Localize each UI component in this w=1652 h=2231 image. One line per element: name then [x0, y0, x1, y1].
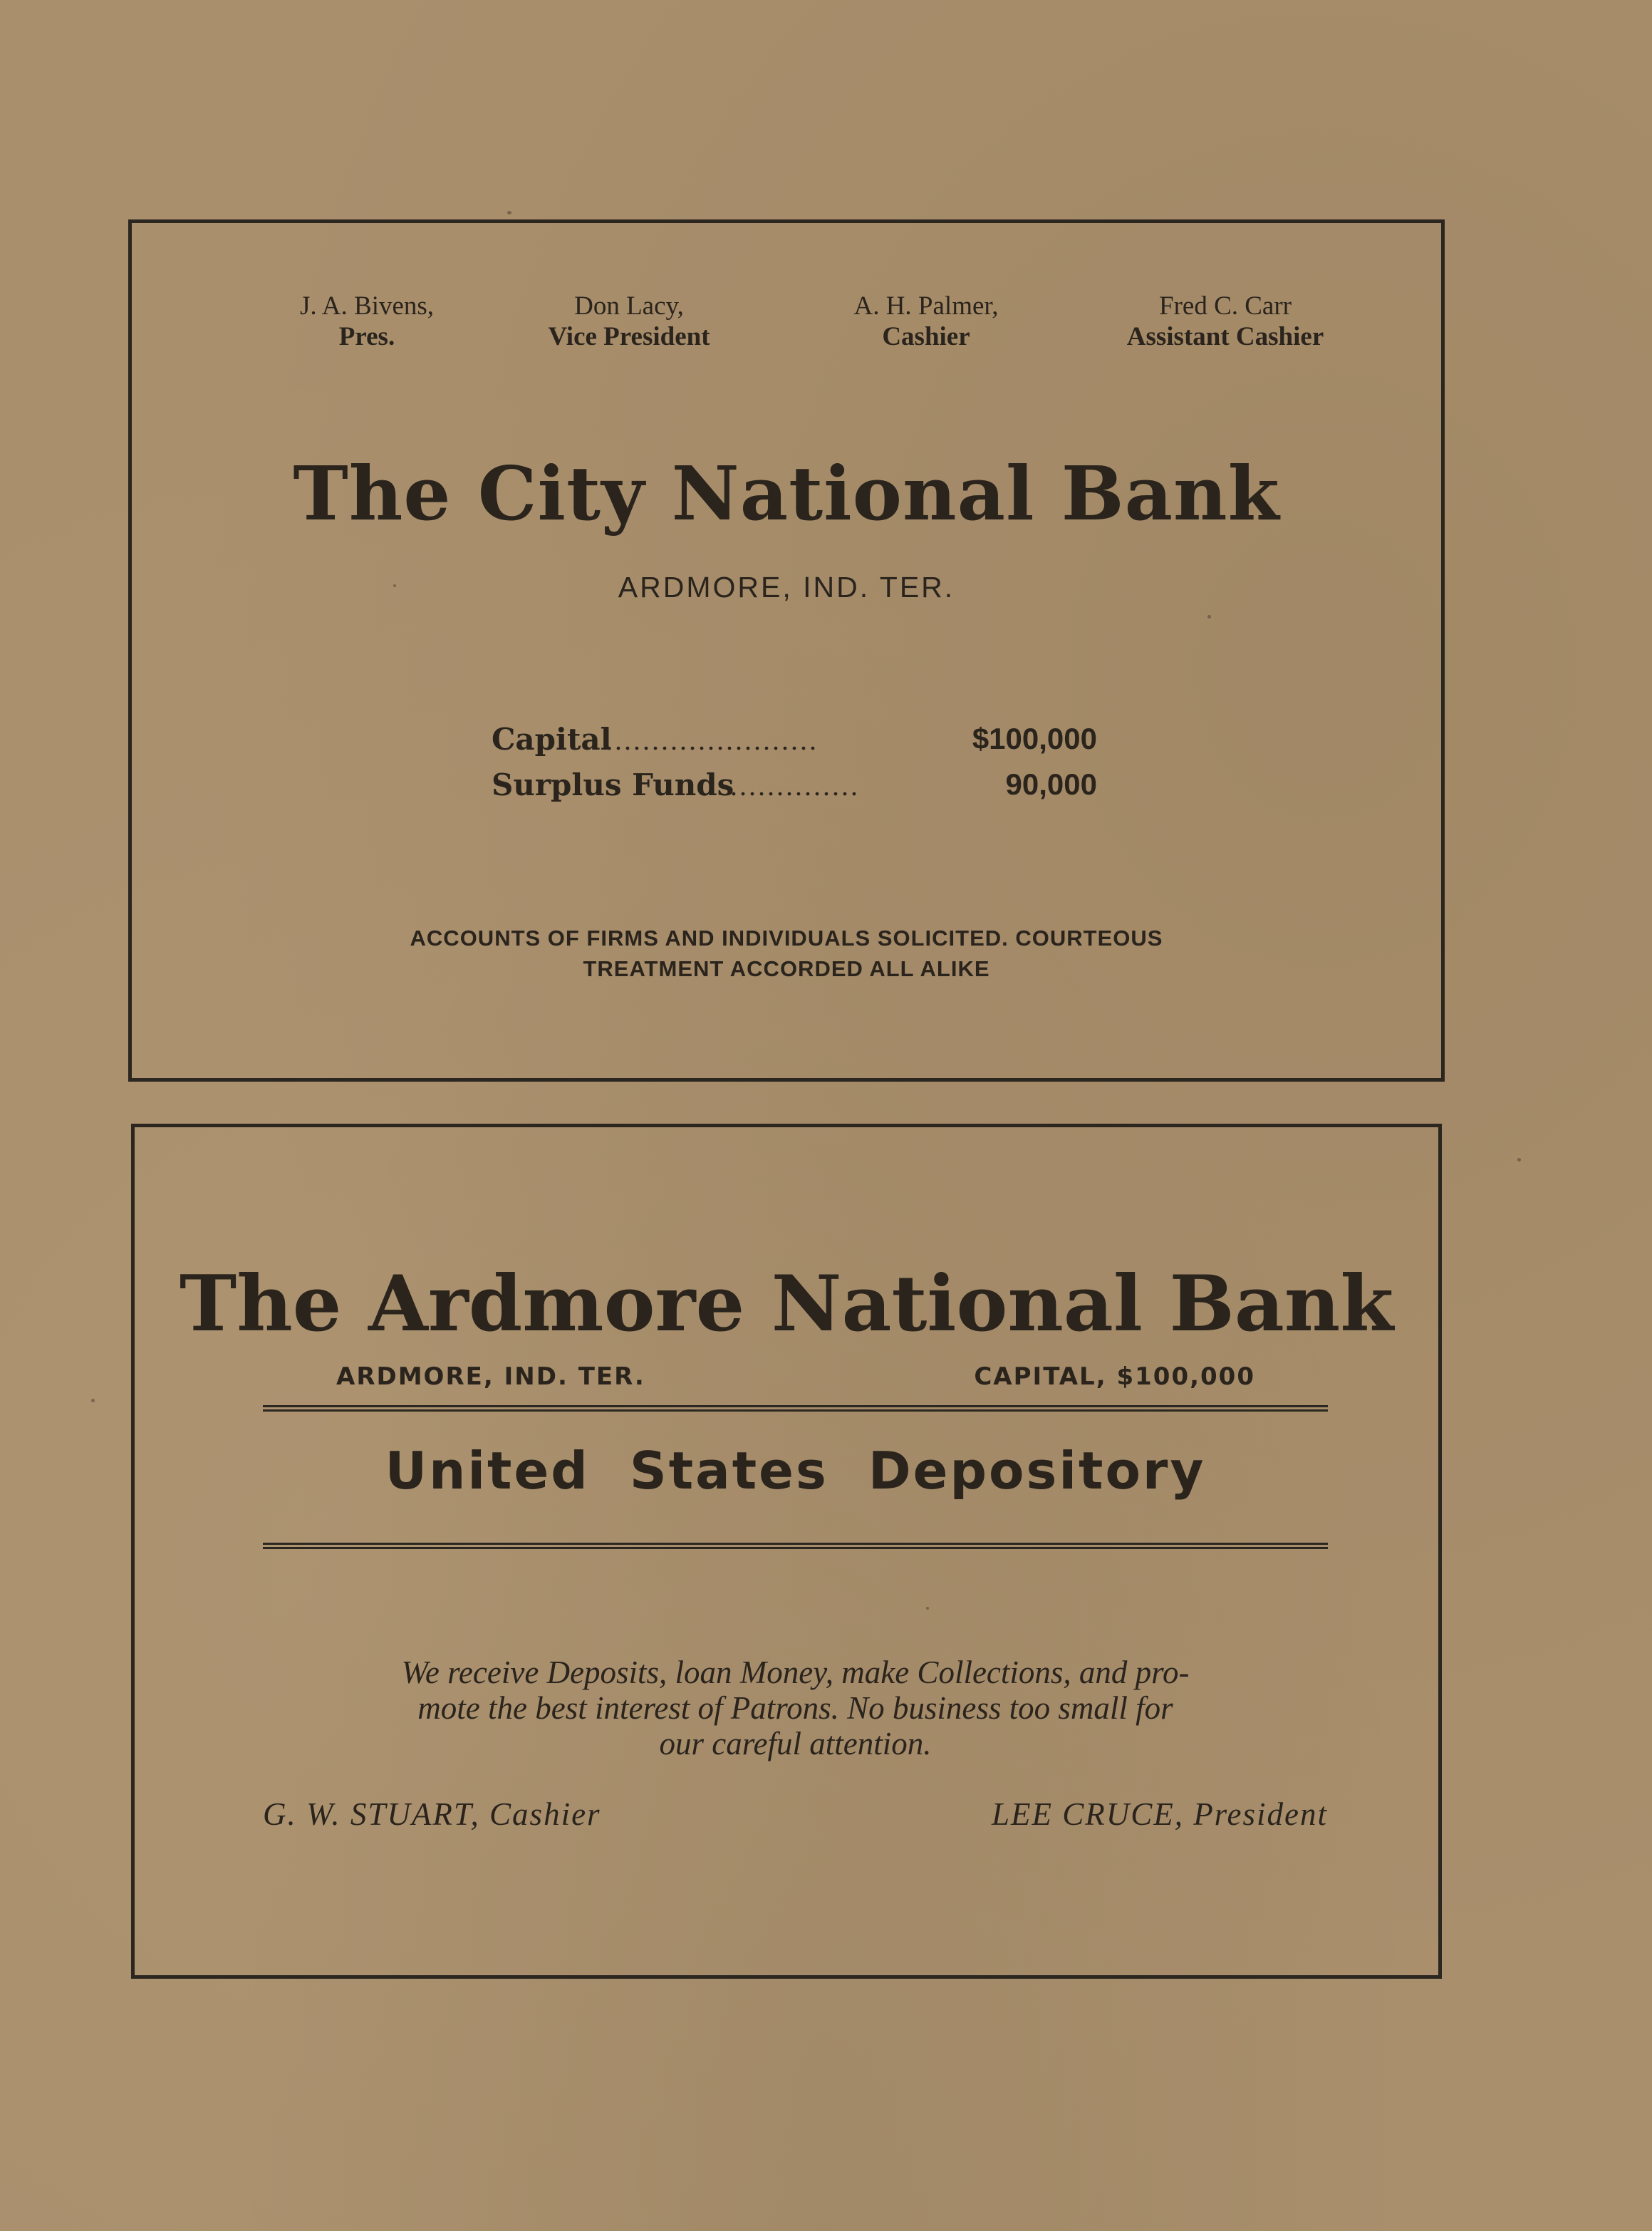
print-speck [1207, 615, 1211, 618]
finance-row-capital [492, 722, 1097, 767]
cashier-signature: G. W. STUART, Cashier [263, 1796, 601, 1832]
tagline [132, 923, 1441, 984]
tagline-line: ACCOUNTS OF FIRMS AND INDIVIDUALS SOLICITED. COURTEOUS [410, 926, 1163, 951]
services-line: mote the best interest of Patrons. No business too small for [417, 1690, 1173, 1726]
officer-role: Vice President [548, 322, 710, 351]
finance-value: 90,000 [1005, 767, 1097, 801]
finance-row-surplus [492, 767, 1097, 813]
print-speck [1517, 1158, 1521, 1161]
depository-heading: United States Depository [385, 1441, 1206, 1501]
leader-dots: ....................... [606, 724, 819, 756]
finance-label: Surplus Funds [492, 767, 734, 802]
bank-location: ARDMORE, IND. TER. [618, 571, 955, 604]
double-rule-divider [263, 1405, 1328, 1412]
finance-value: $100,000 [972, 722, 1097, 755]
officer-cashier [776, 291, 1076, 352]
officer-role: Cashier [882, 322, 970, 351]
print-speck [507, 211, 511, 214]
officers-row [132, 291, 1441, 355]
officer-name: J. A. Bivens, [299, 291, 435, 321]
officer-name: Don Lacy, [574, 291, 684, 321]
officer-assistant-cashier [1076, 291, 1375, 352]
city-national-bank-ad [128, 219, 1445, 1082]
bank-location: ARDMORE, IND. TER. [336, 1362, 645, 1391]
bank-title: The Ardmore National Bank [179, 1259, 1394, 1349]
signatures-row [263, 1796, 1328, 1836]
services-line: We receive Deposits, loan Money, make Collections, and pro- [401, 1655, 1190, 1690]
officer-president [217, 291, 516, 352]
officer-role: Assistant Cashier [1126, 322, 1324, 351]
print-speck [926, 1607, 929, 1610]
officer-name: Fred C. Carr [1159, 291, 1292, 321]
double-rule-divider [263, 1543, 1328, 1549]
officer-vice-president [479, 291, 779, 352]
officer-name: A. H. Palmer, [853, 291, 999, 321]
finance-table [492, 722, 1097, 813]
bank-capital: CAPITAL, $100,000 [974, 1362, 1255, 1391]
bank-subline [336, 1362, 1255, 1398]
print-speck [91, 1399, 95, 1402]
services-text [263, 1655, 1328, 1761]
services-line: our careful attention. [659, 1726, 932, 1761]
bank-title: The City National Bank [293, 450, 1280, 537]
ardmore-national-bank-ad [131, 1124, 1442, 1979]
tagline-line: TREATMENT ACCORDED ALL ALIKE [583, 956, 990, 981]
print-speck [393, 584, 396, 587]
president-signature: LEE CRUCE, President [991, 1796, 1328, 1832]
officer-role: Pres. [338, 322, 395, 351]
finance-label: Capital [492, 722, 612, 757]
leader-dots: .............. [730, 770, 860, 802]
